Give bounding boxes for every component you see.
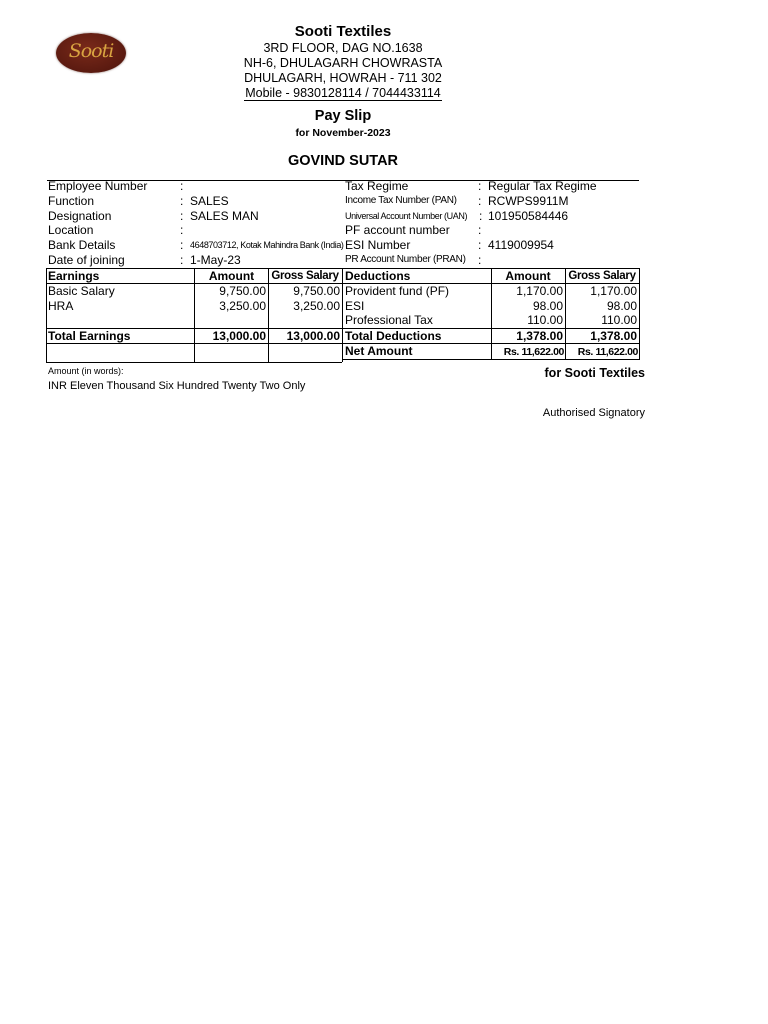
amount-in-words: INR Eleven Thousand Six Hundred Twenty Two Only (48, 380, 306, 392)
detail-value: Regular Tax Regime (488, 179, 597, 193)
address-line-1: 3RD FLOOR, DAG NO.1638 (263, 41, 423, 55)
grid-line (639, 268, 640, 359)
pay-period: for November-2023 (295, 127, 391, 139)
detail-label: Location (48, 223, 94, 237)
detail-label: Bank Details (48, 238, 116, 252)
detail-separator: : (478, 238, 482, 252)
total-deductions-label: Total Deductions (345, 329, 442, 343)
total-deductions-gross: 1,378.00 (590, 329, 637, 343)
doc-title: Pay Slip (314, 108, 372, 124)
detail-label: Universal Account Number (UAN) (345, 211, 468, 221)
total-earnings-gross: 13,000.00 (286, 329, 340, 343)
detail-label: Tax Regime (345, 179, 409, 193)
earnings-amount-header: Amount (208, 269, 255, 283)
detail-separator: : (180, 209, 184, 223)
company-logo (56, 33, 126, 73)
detail-separator: : (478, 194, 482, 208)
earnings-gross-header: Gross Salary (271, 270, 339, 282)
detail-label: Date of joining (48, 253, 125, 267)
earnings-row-label: Basic Salary (48, 284, 115, 298)
net-amount-gross: Rs. 11,622.00 (577, 346, 638, 358)
deductions-row-amount: 98.00 (532, 299, 563, 313)
grid-line (342, 268, 343, 362)
detail-value: 101950584446 (488, 209, 569, 223)
detail-value: 4119009954 (488, 238, 554, 252)
earnings-header: Earnings (48, 269, 100, 283)
detail-separator: : (180, 238, 184, 252)
deductions-row-label: Provident fund (PF) (345, 284, 450, 298)
detail-value: 4648703712, Kotak Mahindra Bank (India) (190, 240, 344, 250)
detail-separator: : (180, 223, 184, 237)
detail-separator: : (478, 223, 482, 237)
net-amount-label: Net Amount (345, 344, 413, 358)
detail-separator: : (478, 179, 482, 193)
earnings-row-gross: 3,250.00 (293, 299, 340, 313)
detail-separator: : (180, 194, 184, 208)
earnings-bottom-rule (46, 362, 342, 363)
deductions-row-gross: 98.00 (606, 299, 637, 313)
detail-label: PR Account Number (PRAN) (345, 254, 466, 265)
total-deductions-amount: 1,378.00 (516, 329, 563, 343)
employee-name: GOVIND SUTAR (287, 153, 399, 169)
deductions-gross-header: Gross Salary (568, 270, 636, 282)
detail-label: Designation (48, 209, 112, 223)
detail-value: SALES MAN (190, 209, 259, 223)
detail-value: 1-May-23 (190, 253, 241, 267)
detail-separator: : (180, 253, 184, 267)
deductions-row-gross: 110.00 (601, 313, 637, 327)
table-net-rule (46, 343, 640, 344)
deductions-row-amount: 1,170.00 (516, 284, 563, 298)
total-earnings-label: Total Earnings (48, 329, 131, 343)
for-company: for Sooti Textiles (544, 366, 645, 380)
grid-line (46, 268, 47, 362)
deductions-row-gross: 1,170.00 (590, 284, 637, 298)
deductions-row-label: Professional Tax (345, 313, 433, 327)
deductions-header: Deductions (345, 269, 411, 283)
deductions-amount-header: Amount (505, 269, 551, 283)
detail-separator: : (180, 179, 184, 193)
detail-label: Employee Number (48, 179, 148, 193)
deductions-row-label: ESI (345, 299, 365, 313)
detail-value: SALES (190, 194, 229, 208)
detail-label: PF account number (345, 223, 450, 237)
detail-value: RCWPS9911M (488, 194, 569, 208)
mobile-text: Mobile - 9830128114 / 7044433114 (245, 86, 441, 100)
address-line-3: DHULAGARH, HOWRAH - 711 302 (244, 71, 442, 85)
detail-separator: : (479, 209, 483, 223)
earnings-row-gross: 9,750.00 (293, 284, 340, 298)
detail-separator: : (478, 253, 482, 267)
net-amount-value: Rs. 11,622.00 (503, 346, 564, 358)
amount-words-label: Amount (in words): (48, 366, 124, 376)
earnings-row-amount: 9,750.00 (219, 284, 266, 298)
address-line-2: NH-6, DHULAGARH CHOWRASTA (243, 56, 443, 70)
detail-label: Function (48, 194, 95, 208)
earnings-row-label: HRA (48, 299, 74, 313)
deductions-row-amount: 110.00 (527, 313, 563, 327)
deductions-bottom-rule (342, 359, 640, 360)
total-earnings-amount: 13,000.00 (212, 329, 266, 343)
mobile-line (230, 86, 456, 101)
authorised-signatory: Authorised Signatory (542, 407, 645, 419)
company-name: Sooti Textiles (294, 23, 392, 40)
earnings-row-amount: 3,250.00 (219, 299, 266, 313)
logo-text: Sooti (68, 40, 114, 62)
detail-label: Income Tax Number (PAN) (345, 195, 457, 206)
detail-label: ESI Number (345, 238, 411, 252)
